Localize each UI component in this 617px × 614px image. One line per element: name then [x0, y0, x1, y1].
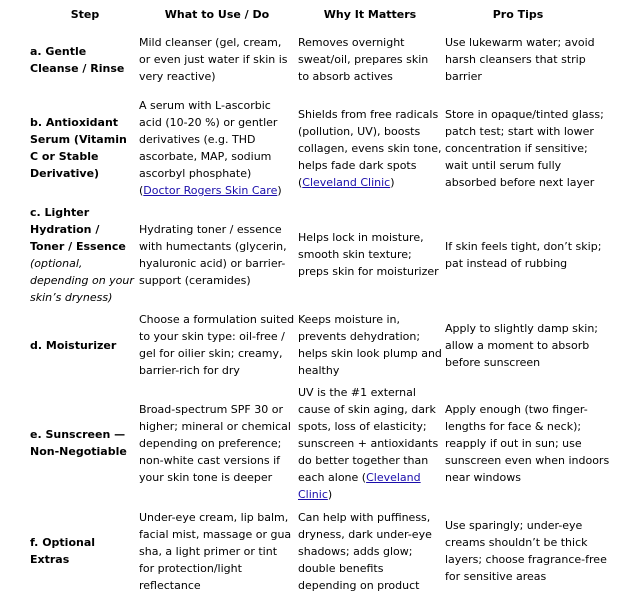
what-cell: Broad-spectrum SPF 30 or higher; mineral or chemical depending on preference; non-white cast versions if your skin tone is deeper — [139, 402, 291, 484]
why-cell: UV is the #1 external cause of skin aging, dark spots, loss of elasticity; sunscreen + antioxidants do better together than each alone (Cleveland Clinic) — [298, 385, 439, 501]
what-cell: A serum with L-ascorbic acid (10-20 %) or gentler derivatives (e.g. THD ascorbate, MAP, sodium ascorbyl phosphate) (Doctor Rogers Skin Care) — [139, 99, 282, 197]
why-text: UV is the #1 external cause of skin aging, dark spots, loss of elasticity; sunscreen + antioxidants do better together than each alone — [298, 385, 439, 484]
what-cell: Mild cleanser (gel, cream, or even just water if skin is very reactive) — [139, 36, 288, 83]
cleveland-clinic-link[interactable]: Cleveland Clinic — [302, 175, 391, 189]
table-row — [0, 205, 617, 304]
why-cell: Keeps moisture in, prevents dehydration; helps skin look plump and healthy — [298, 313, 442, 377]
table-row — [0, 34, 617, 85]
table-row — [0, 507, 617, 595]
step-cell: b. Antioxidant Serum (Vitamin C or Stable Derivative) — [30, 116, 127, 180]
what-cell: Hydrating toner / essence with humectants (glycerin, hyaluronic acid) or barrier-support (ceramides) — [139, 222, 287, 287]
why-text: Shields from free radicals (pollution, UV), boosts collagen, evens skin tone, helps fade dark spots — [298, 107, 442, 172]
table-header-row — [0, 5, 617, 23]
step-cell: f. Optional Extras — [30, 536, 96, 566]
step-cell: a. Gentle Cleanse / Rinse — [30, 44, 125, 75]
table-row — [0, 310, 617, 380]
why-cell: Removes overnight sweat/oil, prepares skin to absorb actives — [298, 36, 429, 83]
what-cell: Choose a formulation suited to your skin type: oil-free / gel for oilier skin; creamy, barrier-rich for dry — [139, 313, 295, 377]
header-step: Step — [70, 7, 100, 21]
tips-cell: Use sparingly; under-eye creams shouldn’t be thick layers; choose fragrance-free for sensitive areas — [445, 519, 607, 583]
header-tips: Pro Tips — [492, 7, 544, 21]
step-cell — [30, 205, 136, 304]
step-text: c. Lighter Hydration / Toner / Essence — [30, 205, 126, 253]
doctor-rogers-link[interactable]: Doctor Rogers Skin Care — [143, 184, 278, 197]
tips-cell: Apply enough (two finger-lengths for face & neck); reapply if out in sun; use sunscreen even when indoors near windows — [445, 402, 610, 484]
what-cell: Under-eye cream, lip balm, facial mist, massage or gua sha, a light primer or tint for protection/light reflectance — [139, 510, 292, 592]
table-row — [0, 95, 617, 201]
step-cell: d. Moisturizer — [30, 338, 117, 352]
header-why: Why It Matters — [323, 7, 417, 21]
tips-cell: Apply to slightly damp skin; allow a moment to absorb before sunscreen — [445, 321, 599, 369]
why-cell: Can help with puffiness, dryness, dark under-eye shadows; adds glow; double benefits depending on product — [298, 510, 432, 592]
header-what: What to Use / Do — [164, 7, 270, 21]
tips-cell: Store in opaque/tinted glass; patch test; start with lower concentration if sensitive; wait until serum fully absorbed before next layer — [445, 107, 604, 189]
why-cell: Shields from free radicals (pollution, UV), boosts collagen, evens skin tone, helps fade dark spots (Cleveland Clinic) — [298, 107, 442, 189]
tips-cell: Use lukewarm water; avoid harsh cleansers that strip barrier — [445, 36, 595, 83]
step-cell: e. Sunscreen — Non-Negotiable — [30, 428, 127, 458]
table-row — [0, 385, 617, 501]
tips-cell: If skin feels tight, don’t skip; pat instead of rubbing — [445, 239, 602, 270]
what-text: A serum with L-ascorbic acid (10-20 %) or gentler derivatives (e.g. THD ascorbate, MAP, sodium ascorbyl phosphate) — [139, 99, 278, 180]
cleveland-clinic-link[interactable]: Cleveland Clinic — [298, 470, 421, 501]
step-note: (optional, depending on your skin’s dryness) — [30, 256, 134, 304]
why-cell: Helps lock in moisture, smooth skin texture; preps skin for moisturizer — [298, 231, 439, 278]
